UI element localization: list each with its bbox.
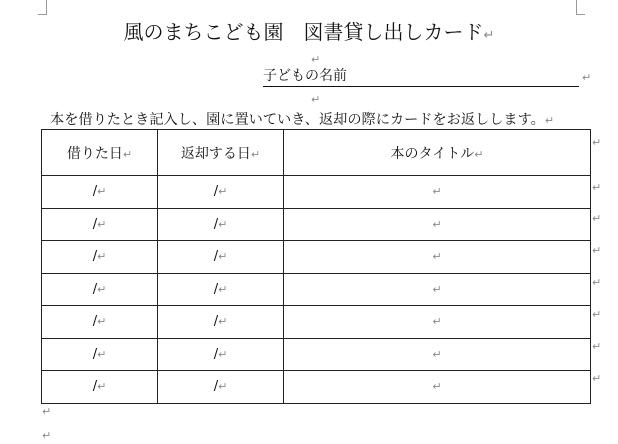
date-slash: / <box>213 379 219 395</box>
row-end-mark-icon: ↵ <box>592 372 602 385</box>
instruction-text[interactable]: 本を借りたとき記入し、園に置いていき、返却の際にカードをお返しします。 <box>50 112 545 128</box>
paragraph-mark-icon: ↵ <box>311 93 321 106</box>
cell-end-mark-icon: ↵ <box>97 347 107 361</box>
cell-end-mark-icon: ↵ <box>218 315 228 329</box>
table-row <box>42 306 591 339</box>
instruction-text-line[interactable] <box>50 110 554 130</box>
table-row <box>42 241 591 274</box>
table-row <box>42 371 591 404</box>
cell-end-mark-icon: ↵ <box>97 217 107 231</box>
table-row <box>42 338 591 371</box>
header-label: 本のタイトル <box>390 145 475 162</box>
book-title-cell[interactable] <box>284 176 591 209</box>
cell-end-mark-icon: ↵ <box>474 147 484 161</box>
book-title-cell[interactable] <box>284 306 591 339</box>
cell-end-mark-icon: ↵ <box>432 380 442 394</box>
table-row <box>42 208 591 241</box>
return-date-cell[interactable] <box>158 241 284 274</box>
cell-end-mark-icon: ↵ <box>218 380 228 394</box>
borrowed-date-cell[interactable] <box>42 371 158 404</box>
row-end-mark-icon: ↵ <box>592 308 602 321</box>
paragraph-mark-icon: ↵ <box>582 71 592 84</box>
table-header-row <box>42 130 591 176</box>
child-name-field[interactable] <box>263 66 579 87</box>
return-date-cell[interactable] <box>158 338 284 371</box>
borrowed-date-cell[interactable] <box>42 176 158 209</box>
header-borrowed-date[interactable] <box>42 130 158 176</box>
borrowed-date-cell[interactable] <box>42 338 158 371</box>
paragraph-mark-icon: ↵ <box>42 405 52 418</box>
cell-end-mark-icon: ↵ <box>432 315 442 329</box>
book-title-cell[interactable] <box>284 273 591 306</box>
return-date-cell[interactable] <box>158 176 284 209</box>
cell-end-mark-icon: ↵ <box>97 380 107 394</box>
row-end-mark-icon: ↵ <box>592 136 602 149</box>
date-slash: / <box>92 314 98 330</box>
date-slash: / <box>213 281 219 297</box>
cell-end-mark-icon: ↵ <box>97 282 107 296</box>
header-label: 借りた日 <box>66 145 123 162</box>
date-slash: / <box>213 249 219 265</box>
row-end-mark-icon: ↵ <box>592 244 602 257</box>
cell-end-mark-icon: ↵ <box>218 250 228 264</box>
child-name-label: 子どもの名前 <box>263 68 347 84</box>
cell-end-mark-icon: ↵ <box>122 147 133 161</box>
date-slash: / <box>92 184 98 200</box>
borrowed-date-cell[interactable] <box>42 241 158 274</box>
book-title-cell[interactable] <box>284 241 591 274</box>
table-row <box>42 273 591 306</box>
borrowed-date-cell[interactable] <box>42 273 158 306</box>
cell-end-mark-icon: ↵ <box>250 147 261 161</box>
book-title-cell[interactable] <box>284 338 591 371</box>
header-label: 返却する日 <box>180 145 251 162</box>
cell-end-mark-icon: ↵ <box>432 282 442 296</box>
date-slash: / <box>92 216 98 232</box>
document-title[interactable]: 風のまちこども園 図書貸し出しカード <box>123 20 484 44</box>
date-slash: / <box>92 281 98 297</box>
header-return-date[interactable] <box>158 130 284 176</box>
date-slash: / <box>213 216 219 232</box>
row-end-mark-icon: ↵ <box>592 181 602 194</box>
table-row <box>42 176 591 209</box>
borrowed-date-cell[interactable] <box>42 208 158 241</box>
paragraph-mark-icon: ↵ <box>311 53 321 66</box>
date-slash: / <box>213 346 219 362</box>
paragraph-mark-icon: ↵ <box>544 114 555 127</box>
paragraph-mark-icon: ↵ <box>483 28 495 43</box>
return-date-cell[interactable] <box>158 208 284 241</box>
cell-end-mark-icon: ↵ <box>432 250 442 264</box>
cell-end-mark-icon: ↵ <box>97 315 107 329</box>
cell-end-mark-icon: ↵ <box>432 347 442 361</box>
row-end-mark-icon: ↵ <box>592 340 602 353</box>
book-title-cell[interactable] <box>284 208 591 241</box>
cell-end-mark-icon: ↵ <box>432 217 442 231</box>
date-slash: / <box>92 346 98 362</box>
paragraph-mark-icon: ↵ <box>42 429 52 442</box>
lending-card-table <box>41 129 591 404</box>
date-slash: / <box>213 314 219 330</box>
return-date-cell[interactable] <box>158 273 284 306</box>
cell-end-mark-icon: ↵ <box>218 282 228 296</box>
page-corner-mark-right <box>576 0 585 15</box>
cell-end-mark-icon: ↵ <box>218 347 228 361</box>
return-date-cell[interactable] <box>158 306 284 339</box>
cell-end-mark-icon: ↵ <box>218 217 228 231</box>
row-end-mark-icon: ↵ <box>592 276 602 289</box>
date-slash: / <box>213 184 219 200</box>
cell-end-mark-icon: ↵ <box>218 185 228 199</box>
borrowed-date-cell[interactable] <box>42 306 158 339</box>
page-corner-mark-left <box>38 0 47 15</box>
row-end-mark-icon: ↵ <box>592 212 602 225</box>
cell-end-mark-icon: ↵ <box>97 185 107 199</box>
date-slash: / <box>92 249 98 265</box>
header-book-title[interactable] <box>284 130 591 176</box>
return-date-cell[interactable] <box>158 371 284 404</box>
document-title-line[interactable] <box>0 18 618 46</box>
cell-end-mark-icon: ↵ <box>97 250 107 264</box>
date-slash: / <box>92 379 98 395</box>
cell-end-mark-icon: ↵ <box>432 185 442 199</box>
book-title-cell[interactable] <box>284 371 591 404</box>
